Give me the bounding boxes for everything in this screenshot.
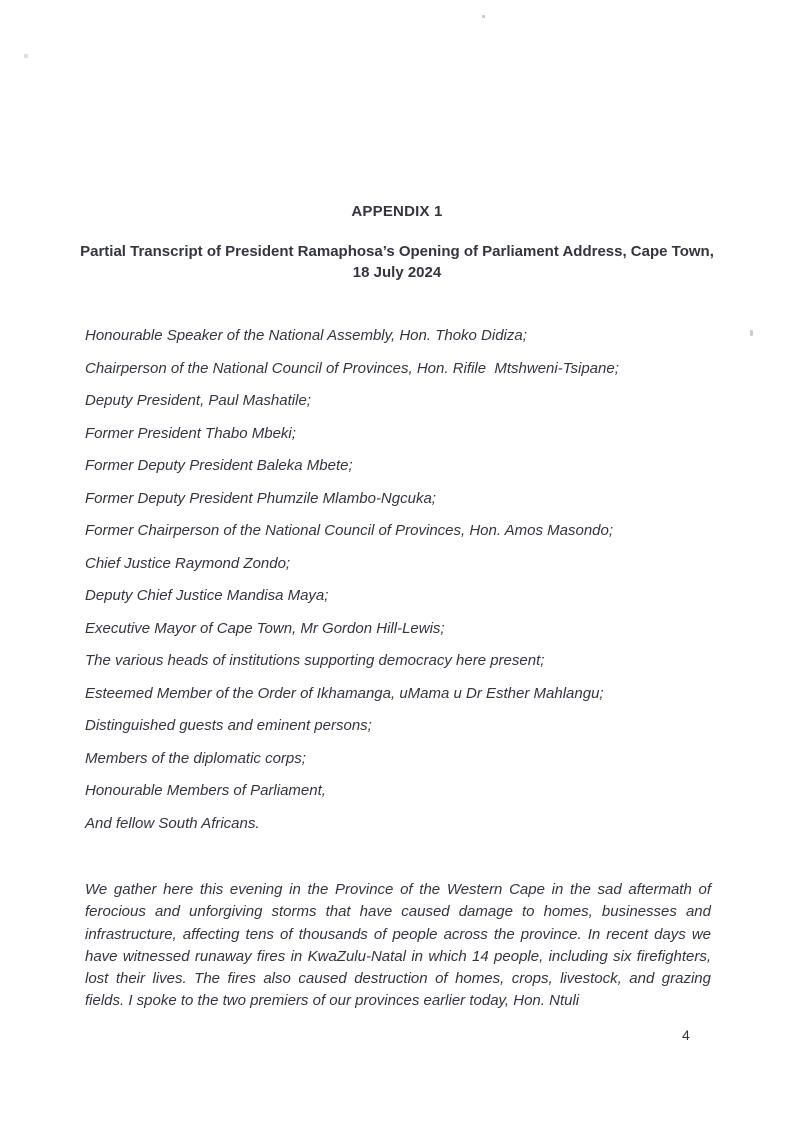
salutation-line: Executive Mayor of Cape Town, Mr Gordon Hill-Lewis; <box>85 619 445 637</box>
salutation-line: Former Deputy President Phumzile Mlambo-Ngcuka; <box>85 489 436 507</box>
salutation-line: Honourable Speaker of the National Assembly, Hon. Thoko Didiza; <box>85 327 527 344</box>
salutation-line: Distinguished guests and eminent persons; <box>85 717 372 734</box>
page-number: 4 <box>682 1027 690 1043</box>
salutation-line: Chief Justice Raymond Zondo; <box>85 554 291 572</box>
salutation-line: Former Chairperson of the National Council of Provinces, Hon. Amos Masondo; <box>85 522 614 539</box>
salutation-line: Honourable Members of Parliament, <box>85 782 326 799</box>
appendix-heading: APPENDIX 1 <box>351 203 443 220</box>
salutation-list <box>85 327 725 847</box>
salutation-line: Former President Thabo Mbeki; <box>85 424 296 442</box>
salutation-line: Chairperson of the National Council of Provinces, Hon. Rifile Mtshweni-Tsipane; <box>85 359 619 377</box>
salutation-line: Deputy President, Paul Mashatile; <box>85 392 311 409</box>
salutation-line: And fellow South Africans. <box>85 814 260 832</box>
salutation-line: The various heads of institutions supporting democracy here present; <box>85 652 545 669</box>
scan-artifact-speck <box>750 330 753 336</box>
speech-body-paragraph: We gather here this evening in the Province of the Western Cape in the sad aftermath of ferocious and unforgiving storms that have caused damage to homes, businesses and infrastructure, affecting tens of thousands of people across the province. In recent days we have witnessed runaway fires in KwaZulu-Natal in which 14 people, including six firefighters, lost their lives. The fires also caused destruction of homes, crops, livestock, and grazing fields. I spoke to the two premiers of our provinces earlier today, Hon. Ntuli <box>85 881 711 1010</box>
scan-artifact-speck <box>24 54 28 58</box>
salutation-line: Former Deputy President Baleka Mbete; <box>85 457 353 474</box>
salutation-line: Esteemed Member of the Order of Ikhamanga, uMama u Dr Esther Mahlangu; <box>85 684 604 702</box>
document-subtitle: Partial Transcript of President Ramaphosa’s Opening of Parliament Address, Cape Town, 18 July 2024 <box>80 243 714 281</box>
salutation-line: Deputy Chief Justice Mandisa Maya; <box>85 587 329 604</box>
salutation-line: Members of the diplomatic corps; <box>85 749 306 767</box>
title-block <box>77 203 717 283</box>
scan-artifact-speck <box>482 15 485 18</box>
